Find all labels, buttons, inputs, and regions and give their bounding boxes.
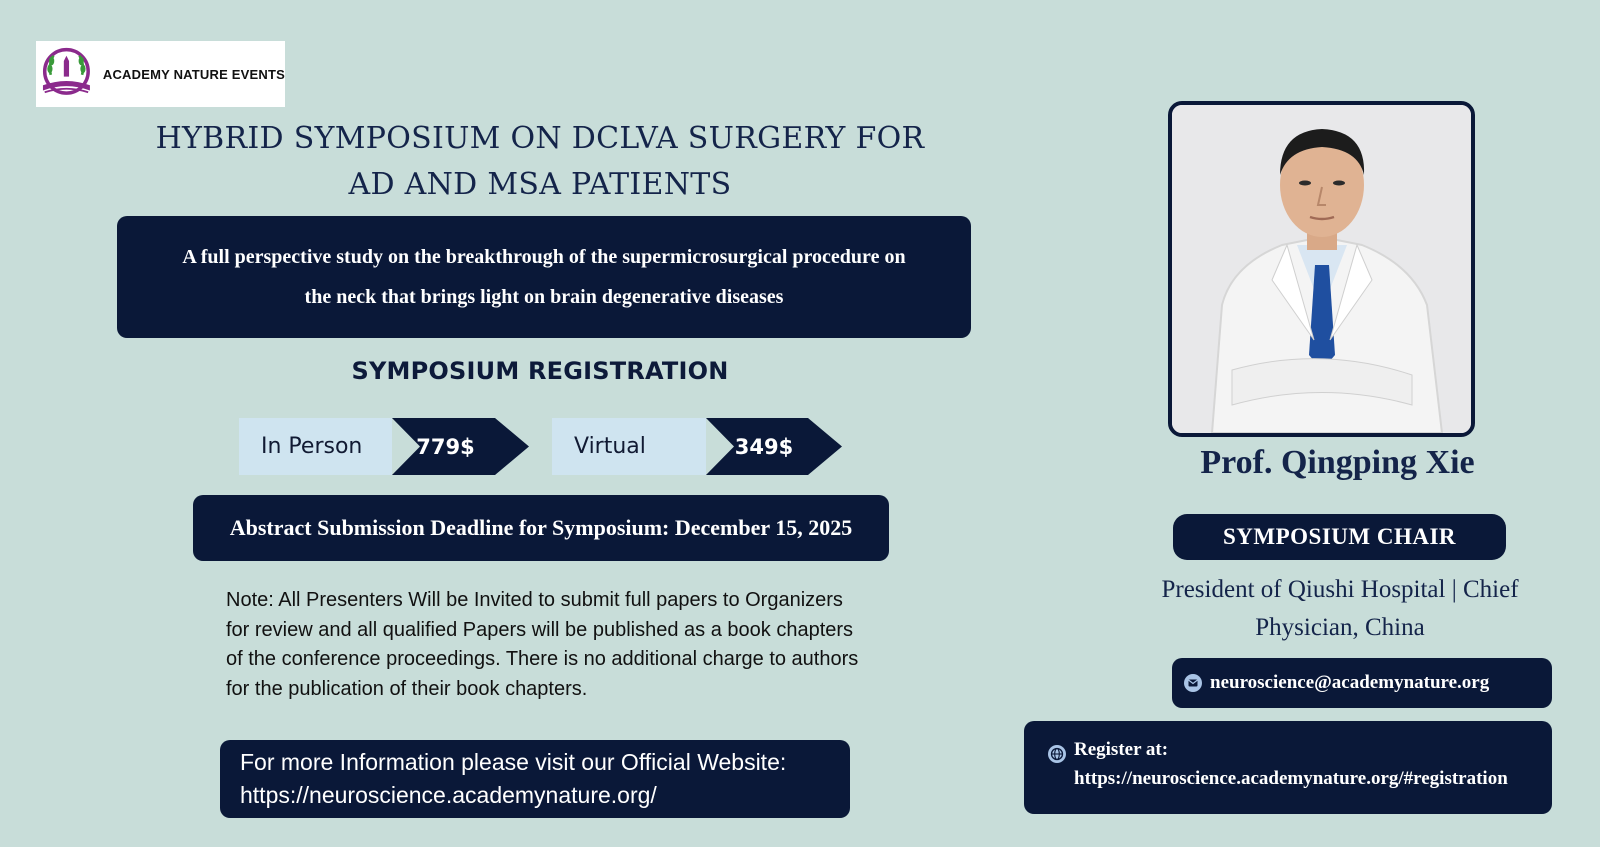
speaker-role-badge: SYMPOSIUM CHAIR	[1173, 514, 1506, 560]
speaker-name: Prof. Qingping Xie	[1200, 444, 1475, 481]
price-value-in-person: 779$	[416, 434, 475, 459]
speaker-position-line-1: President of Qiushi Hospital | Chief	[1161, 576, 1519, 603]
price-tag-virtual	[706, 418, 842, 475]
page-title	[110, 116, 970, 208]
register-text	[1074, 721, 1508, 814]
price-in-person	[239, 418, 529, 475]
note-line-3: of the conference proceedings. There is no additional charge to authors	[226, 648, 859, 670]
register-label: Register at:	[1074, 739, 1169, 760]
laurel-book-pen-icon	[36, 41, 97, 107]
price-tag-in-person	[392, 418, 529, 475]
note-paragraph	[226, 586, 876, 704]
title-line-1: HYBRID SYMPOSIUM ON DCLVA SURGERY FOR	[155, 121, 925, 156]
price-label-virtual: Virtual	[552, 418, 706, 475]
website-banner	[220, 740, 850, 818]
title-line-2: AD AND MSA PATIENTS	[348, 167, 732, 202]
subtitle-line-2: the neck that brings light on brain degenerative diseases	[304, 286, 784, 308]
deadline-banner: Abstract Submission Deadline for Symposium: December 15, 2025	[193, 495, 889, 561]
envelope-icon	[1184, 674, 1202, 692]
website-intro: For more Information please visit our Official Website:	[240, 749, 787, 775]
speaker-position	[1135, 571, 1545, 647]
website-link[interactable]: https://neuroscience.academynature.org/	[240, 782, 657, 808]
speaker-portrait	[1172, 105, 1471, 433]
subtitle-line-1: A full perspective study on the breakthrough of the supermicrosurgical procedure on	[182, 246, 906, 268]
note-line-2: for review and all qualified Papers will be published as a book chapters	[226, 618, 854, 641]
price-virtual	[552, 418, 842, 475]
globe-icon	[1048, 743, 1066, 814]
email-address[interactable]: neuroscience@academynature.org	[1210, 672, 1490, 693]
brand-name: ACADEMY NATURE EVENTS	[102, 66, 285, 82]
subtitle-banner	[117, 216, 971, 338]
register-url[interactable]: https://neuroscience.academynature.org/#registration	[1074, 768, 1508, 789]
registration-heading: SYMPOSIUM REGISTRATION	[351, 357, 729, 385]
speaker-position-line-2: Physician, China	[1255, 614, 1425, 641]
price-label-in-person: In Person	[239, 418, 392, 475]
note-line-1: Note: All Presenters Will be Invited to submit full papers to Organizers	[226, 589, 843, 611]
email-contact[interactable]	[1172, 658, 1552, 708]
speaker-photo	[1168, 101, 1475, 437]
register-contact[interactable]	[1024, 721, 1552, 814]
note-line-4: for the publication of their book chapters.	[226, 677, 588, 700]
price-value-virtual: 349$	[734, 434, 794, 459]
brand-logo	[36, 41, 285, 107]
